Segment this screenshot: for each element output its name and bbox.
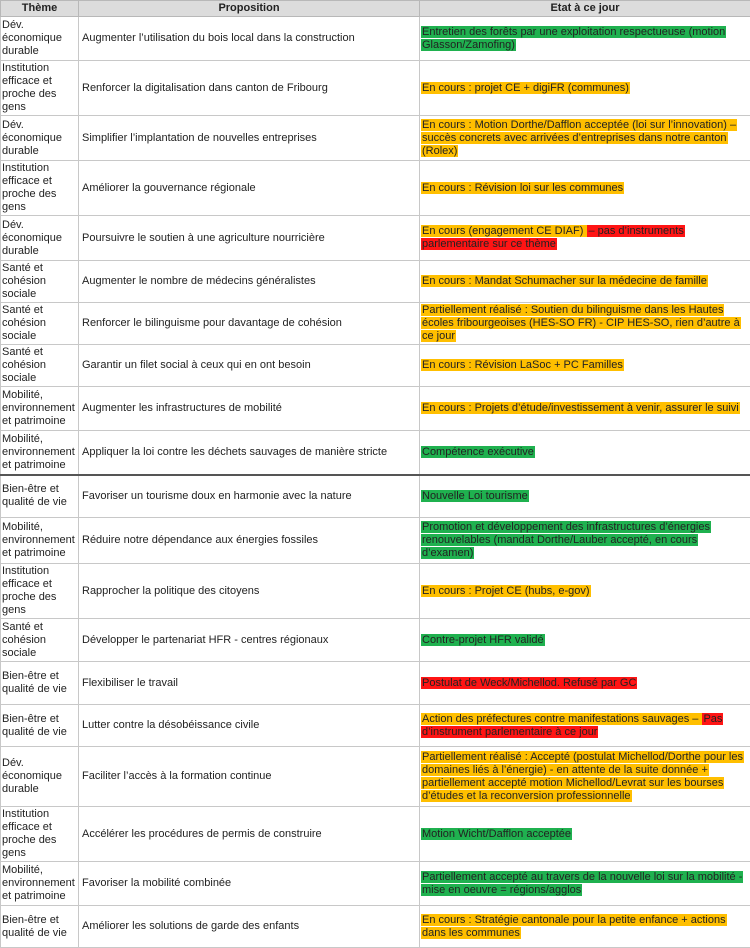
table-row (1, 747, 750, 807)
theme-cell: Institution efficace et proche des gens (1, 807, 79, 862)
proposition-cell: Favoriser un tourisme doux en harmonie avec la nature (79, 475, 420, 518)
theme-cell: Dév. économique durable (1, 216, 79, 261)
status-highlight-red: – pas d’instruments parlementaire sur ce thème (421, 225, 685, 250)
theme-cell: Mobilité, environnement et patrimoine (1, 862, 79, 906)
table-row (1, 862, 750, 906)
header-proposition: Proposition (79, 1, 420, 17)
theme-cell: Bien-être et qualité de vie (1, 906, 79, 948)
table-row (1, 518, 750, 564)
status-highlight-green: Motion Wicht/Dafflon acceptée (421, 828, 572, 840)
table-row (1, 116, 750, 161)
status-highlight-orange: Partiellement réalisé : Accepté (postulat Michellod/Dorthe pour les domaines liés à l’énergie) - en attente de la suite donnée + partiellement accepté motion Michellod/Levrat sur les bourses d’études et la reconversion professionnelle (421, 751, 744, 802)
proposition-cell: Réduire notre dépendance aux énergies fossiles (79, 518, 420, 564)
proposition-cell: Améliorer la gouvernance régionale (79, 161, 420, 216)
header-row (1, 1, 750, 17)
status-highlight-red: Postulat de Weck/Michellod. Refusé par GC (421, 677, 637, 689)
table-row (1, 906, 750, 948)
table-row (1, 705, 750, 747)
theme-cell: Bien-être et qualité de vie (1, 705, 79, 747)
etat-cell (420, 116, 750, 161)
table-row (1, 431, 750, 475)
proposition-cell: Augmenter les infrastructures de mobilité (79, 387, 420, 431)
etat-cell (420, 17, 750, 61)
status-highlight-orange: En cours : Projet CE (hubs, e-gov) (421, 585, 591, 597)
etat-cell (420, 906, 750, 948)
etat-cell (420, 303, 750, 345)
table-row (1, 619, 750, 662)
status-highlight-orange: Action des préfectures contre manifestations sauvages – (421, 713, 702, 725)
proposition-cell: Faciliter l’accès à la formation continue (79, 747, 420, 807)
status-highlight-orange: En cours : Révision loi sur les communes (421, 182, 624, 194)
theme-cell: Santé et cohésion sociale (1, 619, 79, 662)
status-highlight-orange: En cours (engagement CE DIAF) (421, 225, 587, 237)
status-highlight-orange: En cours : Motion Dorthe/Dafflon acceptée (loi sur l’innovation) – succès concrets avec arrivées d’entreprises dans notre canton (Rolex) (421, 119, 737, 157)
proposition-cell: Lutter contre la désobéissance civile (79, 705, 420, 747)
table-row (1, 61, 750, 116)
etat-cell (420, 475, 750, 518)
proposition-cell: Rapprocher la politique des citoyens (79, 564, 420, 619)
theme-cell: Dév. économique durable (1, 747, 79, 807)
theme-cell: Institution efficace et proche des gens (1, 564, 79, 619)
table-row (1, 564, 750, 619)
etat-cell (420, 619, 750, 662)
status-highlight-green: Contre-projet HFR validé (421, 634, 545, 646)
status-highlight-green: Nouvelle Loi tourisme (421, 490, 529, 502)
status-highlight-orange: En cours : Révision LaSoc + PC Familles (421, 359, 624, 371)
proposition-cell: Renforcer la digitalisation dans canton de Fribourg (79, 61, 420, 116)
proposition-cell: Favoriser la mobilité combinée (79, 862, 420, 906)
etat-cell (420, 564, 750, 619)
status-highlight-orange: Partiellement réalisé : Soutien du bilinguisme dans les Hautes écoles fribourgeoises (HES-SO FR) - CIP HES-SO, rien d’autre à ce jour (421, 304, 741, 342)
proposition-cell: Renforcer le bilinguisme pour davantage de cohésion (79, 303, 420, 345)
status-highlight-red: Pas d’instrument parlementaire à ce jour (421, 713, 723, 738)
table-row (1, 303, 750, 345)
proposition-cell: Développer le partenariat HFR - centres régionaux (79, 619, 420, 662)
proposition-cell: Augmenter le nombre de médecins généralistes (79, 261, 420, 303)
table-row (1, 17, 750, 61)
theme-cell: Mobilité, environnement et patrimoine (1, 387, 79, 431)
proposition-cell: Appliquer la loi contre les déchets sauvages de manière stricte (79, 431, 420, 475)
theme-cell: Mobilité, environnement et patrimoine (1, 518, 79, 564)
etat-cell (420, 216, 750, 261)
status-highlight-green: Entretien des forêts par une exploitation respectueuse (motion Glasson/Zamofing) (421, 26, 726, 51)
etat-cell (420, 807, 750, 862)
status-highlight-green: Compétence exécutive (421, 446, 535, 458)
etat-cell (420, 161, 750, 216)
etat-cell (420, 261, 750, 303)
proposition-cell: Augmenter l’utilisation du bois local dans la construction (79, 17, 420, 61)
status-highlight-orange: En cours : projet CE + digiFR (communes) (421, 82, 630, 94)
etat-cell (420, 345, 750, 387)
proposition-cell: Améliorer les solutions de garde des enfants (79, 906, 420, 948)
theme-cell: Dév. économique durable (1, 17, 79, 61)
status-highlight-orange: En cours : Stratégie cantonale pour la petite enfance + actions dans les communes (421, 914, 727, 939)
proposition-cell: Garantir un filet social à ceux qui en ont besoin (79, 345, 420, 387)
theme-cell: Mobilité, environnement et patrimoine (1, 431, 79, 475)
etat-cell (420, 705, 750, 747)
theme-cell: Bien-être et qualité de vie (1, 662, 79, 705)
etat-cell (420, 387, 750, 431)
table-body (1, 17, 750, 948)
status-highlight-orange: En cours : Mandat Schumacher sur la médecine de famille (421, 275, 708, 287)
status-highlight-green: Promotion et développement des infrastructures d’énergies renouvelables (mandat Dorthe/Lauber accepté, en cours d’examen) (421, 521, 711, 559)
table-row (1, 662, 750, 705)
etat-cell (420, 747, 750, 807)
theme-cell: Santé et cohésion sociale (1, 345, 79, 387)
etat-cell (420, 431, 750, 475)
status-highlight-green: Partiellement accepté au travers de la nouvelle loi sur la mobilité - mise en oeuvre = régions/agglos (421, 871, 743, 896)
theme-cell: Santé et cohésion sociale (1, 261, 79, 303)
header-theme: Thème (1, 1, 79, 17)
table-row (1, 475, 750, 518)
proposition-cell: Poursuivre le soutien à une agriculture nourricière (79, 216, 420, 261)
proposition-cell: Simplifier l’implantation de nouvelles entreprises (79, 116, 420, 161)
theme-cell: Dév. économique durable (1, 116, 79, 161)
table-row (1, 161, 750, 216)
header-etat: Etat à ce jour (420, 1, 750, 17)
etat-cell (420, 61, 750, 116)
table-row (1, 216, 750, 261)
table-row (1, 345, 750, 387)
etat-cell (420, 862, 750, 906)
etat-cell (420, 518, 750, 564)
proposition-cell: Accélérer les procédures de permis de construire (79, 807, 420, 862)
etat-cell (420, 662, 750, 705)
table-row (1, 807, 750, 862)
table-row (1, 387, 750, 431)
table-row (1, 261, 750, 303)
theme-cell: Institution efficace et proche des gens (1, 61, 79, 116)
theme-cell: Santé et cohésion sociale (1, 303, 79, 345)
proposition-cell: Flexibiliser le travail (79, 662, 420, 705)
theme-cell: Institution efficace et proche des gens (1, 161, 79, 216)
status-highlight-orange: En cours : Projets d’étude/investissement à venir, assurer le suivi (421, 402, 740, 414)
theme-cell: Bien-être et qualité de vie (1, 475, 79, 518)
